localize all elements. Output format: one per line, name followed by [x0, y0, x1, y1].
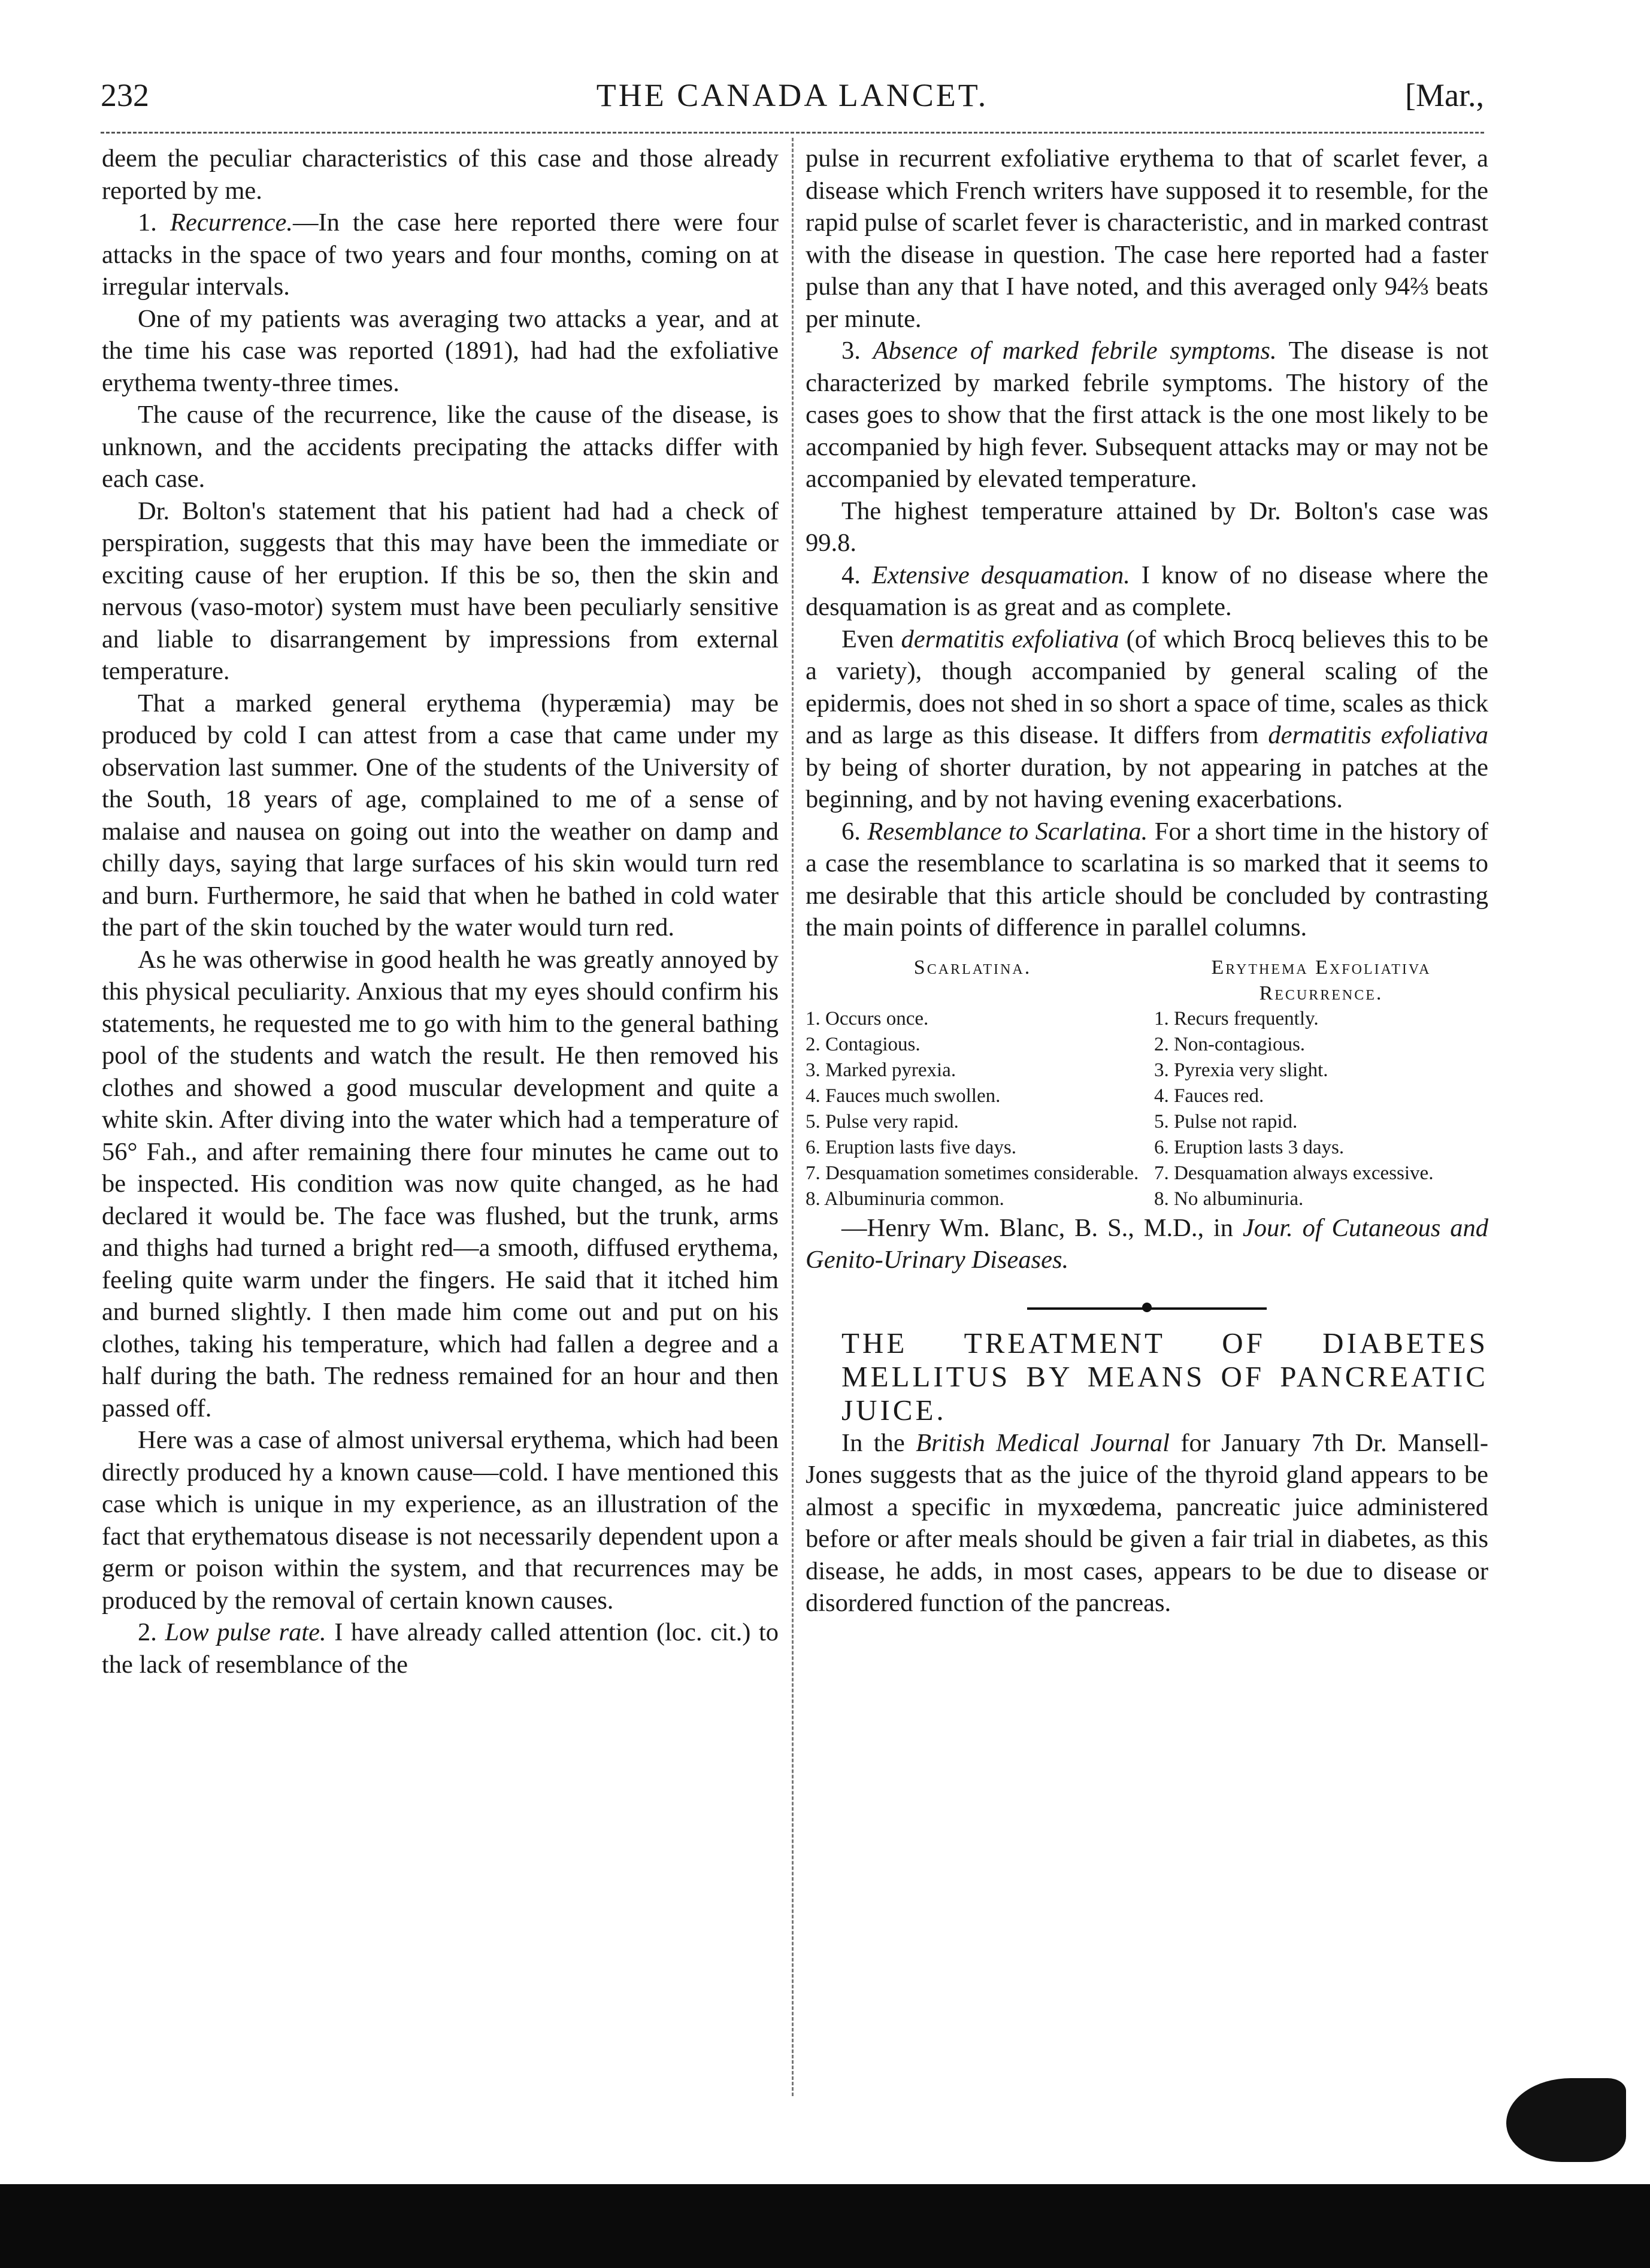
- scarlatina-column: [806, 955, 1140, 1212]
- list-item: 1. Occurs once.: [806, 1007, 929, 1029]
- list-item: 2. Non-contagious.: [1154, 1033, 1306, 1055]
- recurrence-paragraph: [102, 207, 779, 303]
- paragraph: deem the peculiar characteristics of this case and those already reported by me.: [102, 144, 779, 205]
- list-item: 3. Marked pyrexia.: [806, 1059, 956, 1081]
- item-number: 2.: [138, 1618, 157, 1646]
- journal-title: THE CANADA LANCET.: [596, 77, 989, 113]
- item-number: 4.: [841, 561, 861, 589]
- section-title: Resemblance to Scarlatina.: [867, 817, 1148, 846]
- low-pulse-paragraph: [102, 1616, 779, 1680]
- febrile-paragraph: [806, 335, 1488, 495]
- list-item: 1. Recurs frequently.: [1154, 1007, 1319, 1029]
- page-number: 232: [101, 77, 149, 113]
- list-item: 7. Desquamation always excessive.: [1154, 1162, 1434, 1184]
- list-item: 6. Eruption lasts 3 days.: [1154, 1136, 1345, 1158]
- issue-month: [Mar.,: [1405, 77, 1484, 113]
- ink-blot: [1506, 2078, 1626, 2162]
- paragraph: The cause of the recurrence, like the cause of the disease, is unknown, and the accidents precipating the attacks differ with each case.: [102, 401, 779, 493]
- section-divider: [806, 1291, 1488, 1327]
- text-run: Even: [841, 625, 901, 653]
- section-text: —In the case here reported there were four attacks in the space of two years and four months, coming on at irregular intervals.: [102, 208, 779, 301]
- list-item: 8. Albuminuria common.: [806, 1188, 1004, 1210]
- dermatitis-paragraph: [806, 623, 1488, 816]
- citation-author: —Henry Wm. Blanc, B. S., M.D., in: [841, 1213, 1243, 1242]
- text-run: In the: [841, 1428, 916, 1457]
- list-item: 4. Fauces red.: [1154, 1085, 1264, 1107]
- item-number: 6.: [841, 817, 861, 846]
- paragraph: Dr. Bolton's statement that his patient had had a check of perspiration, suggests that this may have been the immediate or exciting cause of her eruption. If this be so, then the skin and nervous (vaso-motor) system must have been peculiarly sensitive and liable to disarrangement by impressions from external temperature.: [102, 496, 779, 685]
- item-number: 1.: [138, 208, 157, 237]
- list-item: 4. Fauces much swollen.: [806, 1085, 1001, 1107]
- column-rule: [792, 138, 794, 2096]
- scarlatina-list: [806, 1006, 1140, 1212]
- list-item: 5. Pulse not rapid.: [1154, 1110, 1298, 1133]
- right-column: [806, 143, 1488, 1619]
- list-item: 6. Eruption lasts five days.: [806, 1136, 1016, 1158]
- paragraph: One of my patients was averaging two attacks a year, and at the time his case was reported (1891), had had the exfoliative erythema twenty-three times.: [102, 304, 779, 397]
- section-title: Recurrence.: [170, 208, 293, 237]
- article-body: [806, 1427, 1488, 1619]
- contrast-table: [806, 955, 1488, 1212]
- left-column: [102, 143, 779, 1680]
- paragraph: As he was otherwise in good health he was greatly annoyed by this physical peculiarity. Anxious that my eyes should confirm his statements, he requested me to go with him to the general bathing pool of the students and watch the result. He then removed his clothes and showed a good muscular development and quite a white skin. After diving into the water which had a temperature of 56° Fah., and after remaining there four minutes he came out to be inspected. His condition was now quite changed, as he had declared it would be. The face was flushed, but the trunk, arms and thighs had turned a bright red—a smooth, diffused erythema, feeling quite warm under the fingers. He said that it itched him and burned slightly. I then made him come out and put on his clothes, taking his temperature, which had fallen a degree and a half during the bath. The redness remained for an hour and then passed off.: [102, 945, 779, 1422]
- list-item: 8. No albuminuria.: [1154, 1188, 1304, 1210]
- citation: [806, 1212, 1488, 1276]
- section-title: Low pulse rate.: [165, 1618, 326, 1646]
- section-text: For a short time in the history of a case the resemblance to scarlatina is so marked that it seems to me desirable that this article should be concluded by contrasting the main points of difference in parallel columns.: [806, 817, 1488, 941]
- scan-edge: [0, 2184, 1650, 2268]
- paragraph: That a marked general erythema (hyperæmia) may be produced by cold I can attest from a case that came under my observation last summer. One of the students of the University of the South, 18 years of age, complained to me of a sense of malaise and nausea on going out into the weather on damp and chilly days, saying that large surfaces of his skin would turn red and burn. Furthermore, he said that when he bathed in cold water the part of the skin touched by the water would turn red.: [102, 689, 779, 941]
- running-header: [101, 77, 1484, 125]
- desquamation-paragraph: [806, 559, 1488, 623]
- list-item: 2. Contagious.: [806, 1033, 921, 1055]
- citation-journal: Jour. of Cutaneous and Genito-Urinary Diseases.: [806, 1213, 1488, 1274]
- column-header: Scarlatina.: [913, 956, 1032, 979]
- paragraph: pulse in recurrent exfoliative erythema to that of scarlet fever, a disease which French writers have supposed it to resemble, for the rapid pulse of scarlet fever is characteristic, and in marked contrast with the disease in question. The case here reported had a faster pulse than any that I have noted, and this averaged only 94⅔ beats per minute.: [806, 144, 1488, 333]
- list-item: 7. Desquamation sometimes considerable.: [806, 1162, 1139, 1184]
- journal-name: British Medical Journal: [916, 1428, 1170, 1457]
- erythema-column: [1154, 955, 1488, 1212]
- section-text: I have already called attention (loc. cit.) to the lack of resemblance of the: [102, 1618, 779, 1679]
- list-item: 3. Pyrexia very slight.: [1154, 1059, 1328, 1081]
- scarlatina-paragraph: [806, 816, 1488, 944]
- section-title: Extensive desquamation.: [871, 561, 1130, 589]
- section-text: I know of no disease where the desquamation is as great and as complete.: [806, 561, 1489, 621]
- paragraph: Here was a case of almost universal erythema, which had been directly produced hy a known cause—cold. I have mentioned this case which is unique in my experience, as an illustration of the fact that erythematous disease is not necessarily dependent upon a germ or poison within the system, and that recurrences may be produced by the removal of certain known causes.: [102, 1426, 779, 1615]
- column-header: Erythema Exfoliativa Recurrence.: [1211, 956, 1431, 1004]
- item-number: 3.: [841, 337, 861, 365]
- italic-term: dermatitis exfoliativa: [1268, 721, 1488, 749]
- article-title: THE TREATMENT OF DIABETES MELLITUS BY MEANS OF PANCREATIC JUICE.: [841, 1326, 1488, 1427]
- text-run: by being of shorter duration, by not appearing in patches at the beginning, and by not having evening exacerbations.: [806, 753, 1488, 813]
- text-run: for January 7th Dr. Mansell-Jones suggests that as the juice of the thyroid gland appears to be almost a specific in myxœdema, pancreatic juice administered before or after meals should be given a fair trial in diabetes, as this disease, he adds, in most cases, appears to be due to disease or disordered function of the pancreas.: [806, 1428, 1489, 1617]
- erythema-list: [1154, 1006, 1488, 1212]
- italic-term: dermatitis exfoliativa: [901, 625, 1119, 653]
- divider-dot: [1142, 1303, 1152, 1312]
- section-title: Absence of marked febrile symptoms.: [873, 337, 1277, 365]
- paragraph: The highest temperature attained by Dr. Bolton's case was 99.8.: [806, 496, 1488, 557]
- header-rule: [101, 132, 1484, 134]
- list-item: 5. Pulse very rapid.: [806, 1110, 959, 1133]
- section-text: The disease is not characterized by marked febrile symptoms. The history of the cases goes to show that the first attack is the one most likely to be accompanied by high fever. Subsequent attacks may or may not be accompanied by elevated temperature.: [806, 337, 1489, 493]
- text-run: (of which Brocq believes this to be a variety), though accompanied by general scaling of the epidermis, does not shed in so short a space of time, scales as thick and as large as this disease. It differs from: [806, 625, 1488, 749]
